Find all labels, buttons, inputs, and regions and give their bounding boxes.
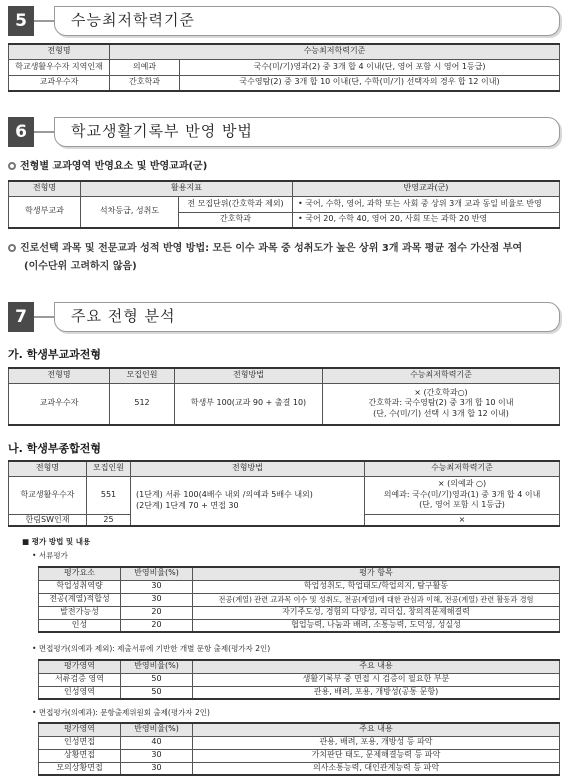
table-cell: × (간호학과○) 간호학과: 국수영탐(2) 중 3개 합 10 이내 (단, 수(미/기) 선택 시 3개 합 12 이내) xyxy=(323,383,560,425)
interview2-table xyxy=(38,722,560,776)
table-cell: 교과우수자 xyxy=(9,75,110,91)
dot-bullet-icon: • xyxy=(32,708,37,717)
sec5-criteria-table xyxy=(8,43,560,92)
table-cell: 25 xyxy=(87,514,131,526)
table-cell: 의예과 xyxy=(110,59,180,75)
table-cell: 국수영탐(2) 중 3개 합 10 이내(단, 수학(미/기) 선택자의 경우 합 12 이내) xyxy=(180,75,560,91)
table-header: 수능최저학력기준 xyxy=(110,44,560,59)
table-cell: 자기주도성, 경험의 다양성, 리더십, 창의적문제해결력 xyxy=(193,606,560,619)
table-header: 전형명 xyxy=(9,368,110,383)
table-cell: 간호학과 xyxy=(110,75,180,91)
section-7-header xyxy=(8,302,560,332)
table-header: 전형명 xyxy=(9,181,81,196)
interview2-title: • 면접평가(의예과): 문항출제위원회 출제(평가자 2인) xyxy=(32,708,210,717)
table-cell: 30 xyxy=(121,593,193,606)
table-header: 반영비율(%) xyxy=(121,660,193,673)
section-title: 주요 전형 분석 xyxy=(71,307,176,325)
table-cell: 석차등급, 성취도 xyxy=(81,196,179,228)
table-cell: 전 모집단위(간호학과 제외) xyxy=(179,196,293,212)
section-5-header xyxy=(8,6,560,36)
sec6-note: 진로선택 과목 및 전문교과 성적 반영 방법: 모든 이수 과목 중 성취도가 높은 상위 3개 과목 평균 점수 가산점 부여 (이수단위 고려하지 않음) xyxy=(8,240,563,276)
table-header: 전형명 xyxy=(9,461,87,476)
table-cell: 전공(계열)적합성 xyxy=(39,593,121,606)
subsection-heading: 나. 학생부종합전형 xyxy=(8,442,102,455)
table-header: 전형명 xyxy=(9,44,110,59)
table-cell: 서류검증 영역 xyxy=(39,673,121,686)
table-cell: 50 xyxy=(121,673,193,686)
table-cell: (1단계) 서류 100(4배수 내외 /의예과 5배수 내외) (2단계) 1단계 70 + 면접 30 xyxy=(131,476,365,526)
table-cell: 30 xyxy=(121,580,193,593)
table-cell: × xyxy=(365,514,560,526)
sec7-a-table xyxy=(8,367,560,426)
table-cell: 관용, 배려, 포용, 개방성 등 파악 xyxy=(193,736,560,749)
table-header: 수능최저학력기준 xyxy=(323,368,560,383)
table-cell: 40 xyxy=(121,736,193,749)
table-cell: 교과우수자 xyxy=(9,383,110,425)
table-cell: 전공(계열) 관련 교과목 이수 및 성취도, 전공(계열)에 대한 관심과 이해, 전공(계열) 관련 활동과 경험 xyxy=(193,593,560,606)
table-cell: • 국어, 수학, 영어, 과학 또는 사회 중 상위 3개 교과 동일 비율로 반영 xyxy=(293,196,560,212)
table-cell: • 국어 20, 수학 40, 영어 20, 사회 또는 과학 20 반영 xyxy=(293,212,560,228)
subsection-heading: 가. 학생부교과전형 xyxy=(8,348,102,361)
table-cell: 30 xyxy=(121,762,193,775)
table-cell: 협업능력, 나눔과 배려, 소통능력, 도덕성, 성실성 xyxy=(193,619,560,632)
section-number: 6 xyxy=(8,117,34,147)
table-cell: 모의상황면접 xyxy=(39,762,121,775)
sec6-reflection-table xyxy=(8,180,560,229)
table-cell: 학생부교과 xyxy=(9,196,81,228)
doc-eval-table xyxy=(38,566,560,633)
sec7-b-table xyxy=(8,460,560,527)
doc-eval-title: • 서류평가 xyxy=(32,551,68,560)
table-header: 전형방법 xyxy=(131,461,365,476)
table-header: 평가 항목 xyxy=(193,567,560,580)
table-cell: 20 xyxy=(121,606,193,619)
table-header: 전형방법 xyxy=(175,368,323,383)
table-header: 평가요소 xyxy=(39,567,121,580)
dot-bullet-icon: • xyxy=(32,644,37,653)
table-cell: 가치판단 태도, 문제해결능력 등 파악 xyxy=(193,749,560,762)
bullet-heading: 전형별 교과영역 반영요소 및 반영교과(군) xyxy=(8,157,207,172)
table-cell: 551 xyxy=(87,476,131,514)
interview1-table xyxy=(38,659,560,700)
table-cell: 학업성취역량 xyxy=(39,580,121,593)
dot-bullet-icon: • xyxy=(32,551,37,560)
table-cell: 학교생활우수자 지역인재 xyxy=(9,59,110,75)
table-header: 주요 내용 xyxy=(193,723,560,736)
table-header: 수능최저학력기준 xyxy=(365,461,560,476)
ring-bullet-icon xyxy=(8,244,16,252)
table-cell: 인성영역 xyxy=(39,686,121,699)
table-cell: 관용, 배려, 포용, 개방성(공통 문항) xyxy=(193,686,560,699)
section-title: 학교생활기록부 반영 방법 xyxy=(71,122,253,140)
table-cell: 512 xyxy=(110,383,175,425)
table-cell: 학교생활우수자 xyxy=(9,476,87,514)
table-header: 주요 내용 xyxy=(193,660,560,673)
table-header: 모집인원 xyxy=(87,461,131,476)
table-header: 평가영역 xyxy=(39,723,121,736)
table-header: 모집인원 xyxy=(110,368,175,383)
table-cell: 한림SW인재 xyxy=(9,514,87,526)
table-cell: 의사소통능력, 대인관계능력 등 파악 xyxy=(193,762,560,775)
table-header: 반영비율(%) xyxy=(121,567,193,580)
table-cell: 학생부 100(교과 90 + 출결 10) xyxy=(175,383,323,425)
table-cell: 인성 xyxy=(39,619,121,632)
square-bullet-icon: ■ xyxy=(22,537,30,546)
interview1-title: • 면접평가(의예과 제외): 제출서류에 기반한 개별 문항 출제(평가자 2인) xyxy=(32,644,271,653)
table-cell: 생활기록부 중 면접 시 검증이 필요한 부분 xyxy=(193,673,560,686)
table-cell: 국수(미/기)영과(2) 중 3개 합 4 이내(단, 영어 포함 시 영어 1등급) xyxy=(180,59,560,75)
table-header: 평가영역 xyxy=(39,660,121,673)
table-header: 반영교과(군) xyxy=(293,181,560,196)
table-cell: 간호학과 xyxy=(179,212,293,228)
section-6-header xyxy=(8,117,560,147)
table-cell: 20 xyxy=(121,619,193,632)
table-cell: × (의예과 ○) 의예과: 국수(미/기)영과(1) 중 3개 합 4 이내 (단, 영어 포함 시 1등급) xyxy=(365,476,560,514)
table-cell: 학업성취도, 학업태도/학업의지, 탐구활동 xyxy=(193,580,560,593)
section-title: 수능최저학력기준 xyxy=(71,11,195,29)
ring-bullet-icon xyxy=(8,162,16,170)
table-cell: 상황면접 xyxy=(39,749,121,762)
table-cell: 50 xyxy=(121,686,193,699)
section-number: 5 xyxy=(8,6,34,36)
table-cell: 인성면접 xyxy=(39,736,121,749)
table-header: 활용지표 xyxy=(81,181,293,196)
table-header: 반영비율(%) xyxy=(121,723,193,736)
section-number: 7 xyxy=(8,302,34,332)
table-cell: 30 xyxy=(121,749,193,762)
table-cell: 발전가능성 xyxy=(39,606,121,619)
eval-title: ■ 평가 방법 및 내용 xyxy=(22,537,91,546)
